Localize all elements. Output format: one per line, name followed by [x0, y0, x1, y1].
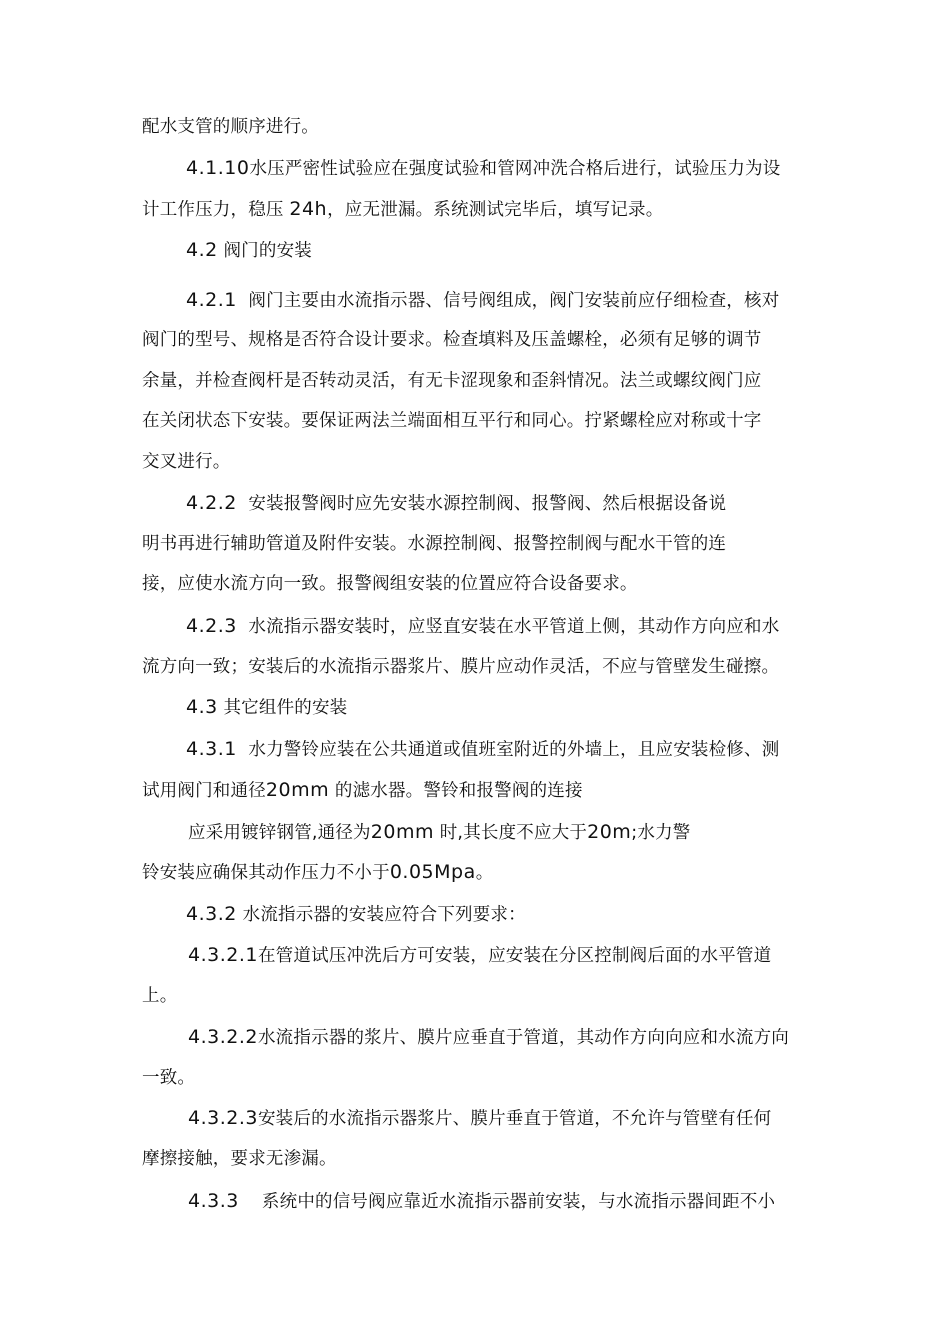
text-line [186, 156, 780, 181]
section-number: 4.3.2.1 [188, 944, 258, 966]
text-run: 一致。 [142, 1068, 196, 1088]
text-run: 阀门主要由水流指示器、信号阀组成，阀门安装前应仔细检查，核对 [248, 291, 780, 311]
text-run: ;水力警 [631, 823, 691, 843]
text-run: 安装报警阀时应先安装水源控制阀、报警阀、然后根据设备说 [248, 494, 727, 514]
section-number: 4.3.3 [188, 1190, 239, 1212]
number-value: 0.05Mpa [389, 861, 476, 883]
section-number: 4.3.1 [186, 738, 237, 760]
text-run: 摩擦接触，要求无渗漏。 [142, 1149, 337, 1169]
text-line [186, 737, 779, 762]
text-run: 流方向一致；安装后的水流指示器浆片、膜片应动作灵活，不应与管壁发生碰擦。 [142, 657, 780, 677]
text-line [142, 450, 231, 474]
text-run: 安装后的水流指示器浆片、膜片垂直于管道，不允许与管壁有任何 [257, 1109, 772, 1129]
text-line [142, 532, 726, 556]
text-line [142, 655, 779, 679]
text-line [142, 369, 762, 393]
text-run: 余量，并检查阀杆是否转动灵活，有无卡涩现象和歪斜情况。法兰或螺纹阀门应 [142, 371, 762, 391]
text-line [142, 572, 638, 596]
number-value: 24h [289, 198, 328, 220]
text-run: 配水支管的顺序进行。 [142, 117, 319, 137]
text-run: 系统中的信号阀应靠近水流指示器前安装，与水流指示器间距不小 [261, 1192, 776, 1212]
text-run: 铃安装应确保其动作压力不小于 [142, 863, 390, 883]
text-line [142, 860, 493, 885]
number-value: 20m [587, 821, 632, 843]
text-run: 时,其长度不应大于 [439, 823, 588, 843]
text-run: ，应无泄漏。系统测试完毕后，填写记录。 [327, 200, 664, 220]
text-line [142, 328, 762, 352]
section-number: 4.2.2 [186, 492, 237, 514]
text-run: 水力警铃应装在公共通道或值班室附近的外墙上，且应安装检修、测 [248, 740, 780, 760]
number-value: 20mm [265, 779, 330, 801]
text-run: 水流指示器的浆片、膜片应垂直于管道，其动作方向向应和水流方向 [257, 1028, 789, 1048]
text-line [142, 1147, 337, 1171]
section-number: 4.3 [186, 696, 218, 718]
text-line [142, 778, 583, 803]
section-number: 4.2.3 [186, 615, 237, 637]
text-line [188, 1106, 771, 1131]
text-run: 水流指示器的安装应符合下列要求： [242, 905, 526, 925]
text-line [186, 902, 526, 927]
text-run: 。 [475, 863, 494, 883]
text-line [142, 115, 319, 139]
section-number: 4.3.2 [186, 903, 237, 925]
section-number: 4.2.1 [186, 289, 237, 311]
section-heading [186, 695, 347, 720]
section-number: 4.1.10 [186, 157, 250, 179]
number-value: 20mm [370, 821, 434, 843]
text-run: 试用阀门和通径 [142, 781, 266, 801]
text-line [188, 820, 691, 845]
text-run: 水流指示器安装时，应竖直安装在水平管道上侧，其动作方向应和水 [248, 617, 780, 637]
text-line [186, 491, 726, 516]
section-number: 4.2 [186, 239, 218, 261]
text-line [142, 984, 177, 1008]
section-number: 4.3.2.2 [188, 1026, 258, 1048]
text-run: 明书再进行辅助管道及附件安装。水源控制阀、报警控制阀与配水干管的连 [142, 534, 727, 554]
section-heading [186, 238, 312, 263]
text-run: 接，应使水流方向一致。报警阀组安装的位置应符合设备要求。 [142, 574, 638, 594]
text-line [186, 614, 779, 639]
text-line [142, 197, 663, 222]
text-run: 阀门的型号、规格是否符合设计要求。检查填料及压盖螺栓，必须有足够的调节 [142, 330, 762, 350]
text-run: 应采用镀锌钢管,通径为 [188, 823, 371, 843]
text-run: 水压严密性试验应在强度试验和管网冲洗合格后进行，试验压力为设 [249, 159, 781, 179]
text-run: 阀门的安装 [223, 241, 312, 261]
text-line [142, 1066, 195, 1090]
text-run: 在管道试压冲洗后方可安装，应安装在分区控制阀后面的水平管道 [257, 946, 772, 966]
section-number: 4.3.2.3 [188, 1107, 258, 1129]
text-run: 交叉进行。 [142, 452, 231, 472]
text-run: 其它组件的安装 [223, 698, 348, 718]
text-line [142, 409, 762, 433]
text-line [188, 1189, 775, 1214]
text-run: 上。 [142, 986, 178, 1006]
text-line [188, 943, 771, 968]
text-run: 的滤水器。警铃和报警阀的连接 [334, 781, 583, 801]
text-line [186, 288, 779, 313]
text-run: 在关闭状态下安装。要保证两法兰端面相互平行和同心。拧紧螺栓应对称或十字 [142, 411, 762, 431]
text-line [188, 1025, 789, 1050]
text-run: 计工作压力，稳压 [142, 200, 284, 220]
